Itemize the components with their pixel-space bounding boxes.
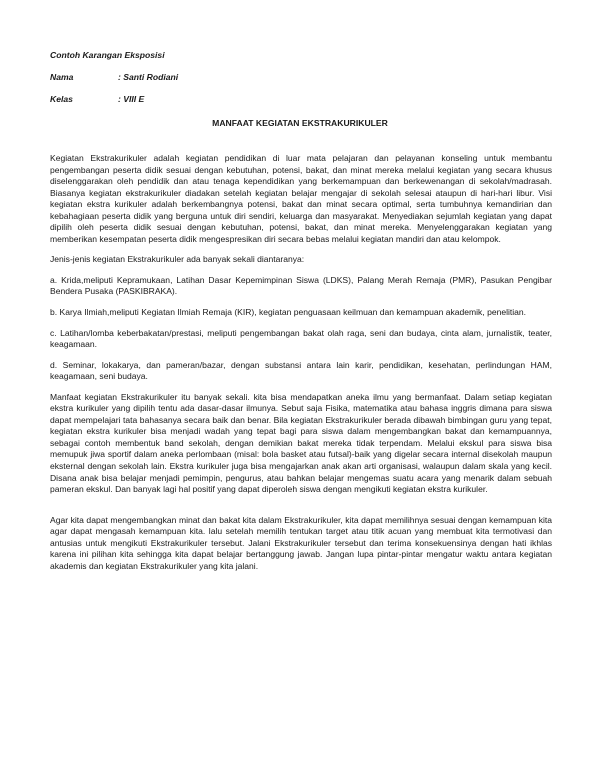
document-title: MANFAAT KEGIATAN EKSTRAKURIKULER <box>212 118 388 128</box>
meta-key-name: Nama <box>50 72 74 82</box>
list-item-d: d. Seminar, lokakarya, dan pameran/bazar, dengan substansi antara lain karir, pendidikan, kesehatan, perlindungan HAM, keagamaan, seni budaya. <box>50 359 552 382</box>
meta-value-class: : VIII E <box>118 94 145 104</box>
meta-key-class: Kelas <box>50 94 73 104</box>
meta-row-class <box>50 94 144 104</box>
paragraph-types-heading: Jenis-jenis kegiatan Ekstrakurikuler ada banyak sekali diantaranya: <box>50 254 305 265</box>
paragraph-closing: Agar kita dapat mengembangkan minat dan bakat kita dalam Ekstrakurikuler, kita dapat memilihnya sesuai dengan kemampuan kita agar dapat mengasah kemampuan kita. lalu setelah memilih tentukan target atau titik acuan yang membuat kita termotivasi dan antusias untuk mengikuti Ekstrakurikuler tersebut. Jalani Ekstrakurikuler tersebut dan terima konsekuensinya dengan hati ikhlas karena ini pilihan kita sehingga kita dapat belajar bertanggung jawab. Jangan lupa pintar-pintar mengatur waktu antara kegiatan akademis dan kegiatan Ekstrakurikuler yang kita jalani. <box>50 514 552 571</box>
list-item-b: b. Karya Ilmiah,meliputi Kegiatan Ilmiah Remaja (KIR), kegiatan penguasaan keilmuan dan kemampuan akademik, penelitian. <box>50 307 527 318</box>
paragraph-intro: Kegiatan Ekstrakurikuler adalah kegiatan pendidikan di luar mata pelajaran dan pelayanan konseling untuk membantu pengembangan peserta didik sesuai dengan kebutuhan, potensi, bakat, dan minat mereka melalui kegiatan yang secara khusus diselenggarakan oleh pendidik dan atau tenaga kependidikan yang berkemampuan dan berkewenangan di sekolah/madrasah. Biasanya kegiatan ekstrakurikuler diadakan setelah kegiatan belajar mengajar di sekolah selesai ataupun di hari-hari libur. Visi kegiatan ekstra kurikuler adalah berkembangnya potensi, bakat dan minat secara optimal, serta tumbuhnya kemandirian dan kebahagiaan peserta didik yang berguna untuk diri sendiri, keluarga dan masyarakat. Menyediakan sejumlah kegiatan yang dapat dipilih oleh peserta didik sesuai dengan kebutuhan, potensi, bakat, dan minat mereka. Menyelenggarakan kegiatan yang memberikan kesempatan peserta didik mengespresikan diri secara bebas melalui kegiatan mandiri dan atau kelompok. <box>50 153 552 244</box>
list-item-a: a. Krida,meliputi Kepramukaan, Latihan Dasar Kepemimpinan Siswa (LDKS), Palang Merah Remaja (PMR), Pasukan Pengibar Bendera Pusaka (PASKIBRAKA). <box>50 274 552 297</box>
paragraph-benefits: Manfaat kegiatan Ekstrakurikuler itu banyak sekali. kita bisa mendapatkan aneka ilmu yang bermanfaat. Dalam setiap kegiatan ekstra kurikuler yang dipilih tentu ada dasar-dasar ilmunya. Sebut saja Fisika, matematika atau bahasa inggris dimana para siswa dapat mempelajari tata bahasanya secara baik dan benar. Bila kegiatan Ekstrakurikuler berada dibawah bimbingan guru yang tepat, kegiatan ekstra kurikuler bisa menjadi wadah yang tepat bagi para siswa dalam mengembangkan bakat dan kemampuannya, sebagai contoh membentuk band sekolah, dengan demikian bakat mereka tidak terpendam. Melalui ekskul para siswa bisa memupuk jiwa sportif dalam aneka perlombaan (misal: bola basket atau futsal)-baik yang digelar secara internal disekolah maupun eksternal dengan sekolah lain. Ekstra kurikuler juga bisa mengajarkan anak akan arti organisasi, walaupun dalam skala yang kecil. Disana anak bisa belajar menjadi pemimpin, pengurus, atau bahkan belajar mengemas suatu acara yang menarik dalam sebuah pameran ekskul. Dan banyak lagi hal positif yang dapat diperoleh siswa dengan mengikuti kegiatan ekstra kurikuler. <box>50 391 552 495</box>
document-body <box>50 153 552 581</box>
meta-value-name: : Santi Rodiani <box>118 72 179 82</box>
document-label: Contoh Karangan Eksposisi <box>50 50 165 60</box>
meta-row-name <box>50 72 178 82</box>
list-item-c: c. Latihan/lomba keberbakatan/prestasi, meliputi pengembangan bakat olah raga, seni dan budaya, cinta alam, jurnalistik, teater, keagamaan. <box>50 327 552 350</box>
